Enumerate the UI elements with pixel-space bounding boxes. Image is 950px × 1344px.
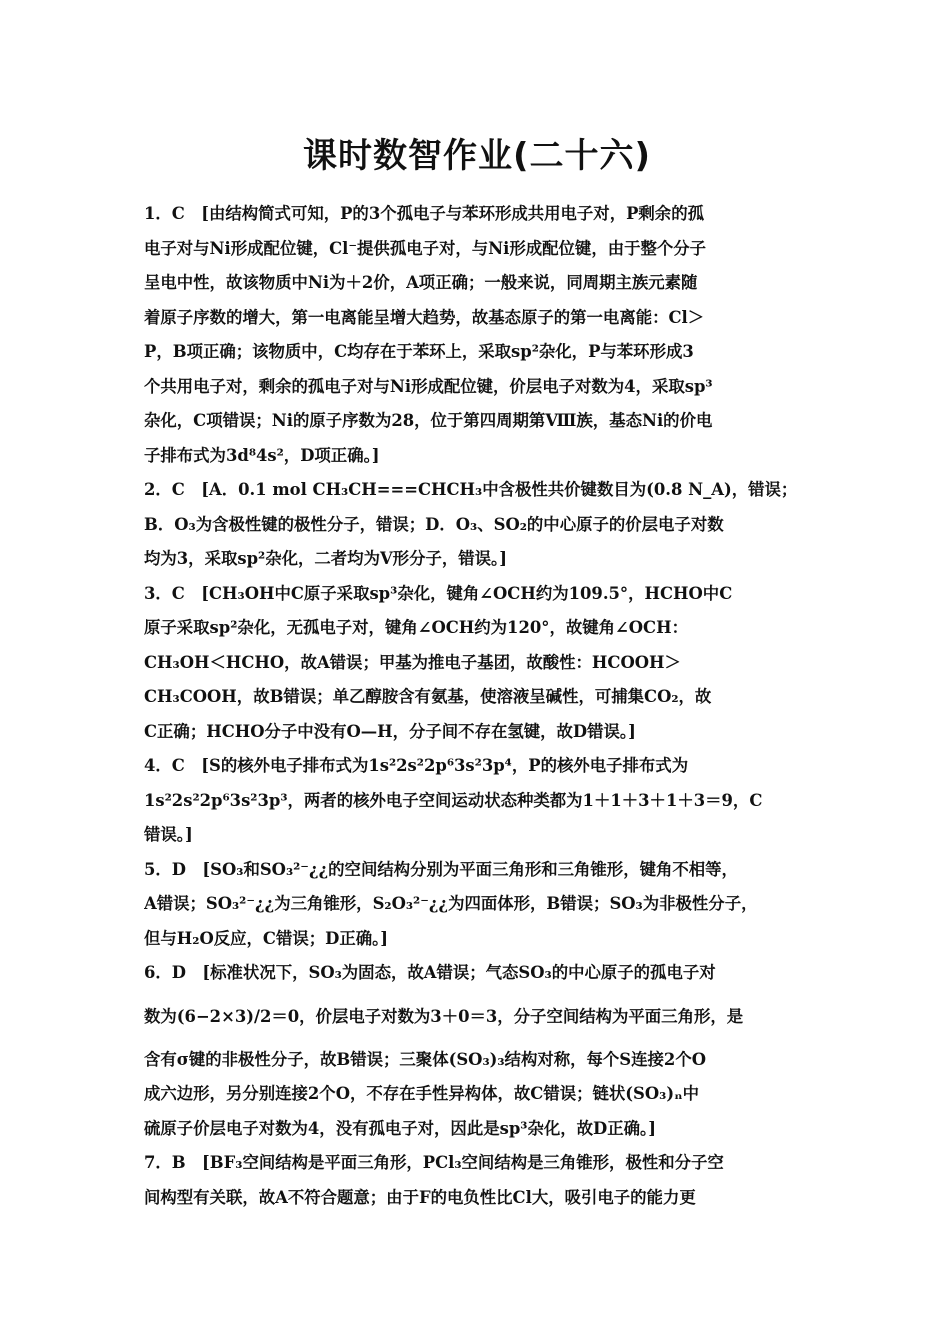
text-line: 1s²2s²2p⁶3s²3p³，两者的核外电子空间运动状态种类都为1＋1＋3＋1＋3＝9，C	[144, 790, 763, 810]
text-line: 错误。]	[144, 825, 193, 844]
text-line: 1．C [由结构简式可知，P的3个孤电子与苯环形成共用电子对，P剩余的孤	[144, 204, 704, 223]
answer-item-5	[144, 853, 810, 957]
answer-item-1	[144, 197, 810, 473]
text-line: CH₃OH＜HCHO，故A错误；甲基为推电子基团，故酸性：HCOOH＞	[144, 652, 681, 672]
answer-item-6	[144, 956, 810, 1146]
text-line: 7．B [BF₃空间结构是平面三角形，PCl₃空间结构是三角锥形，极性和分子空	[144, 1153, 724, 1172]
text-line: 成六边形，另分别连接2个O，不存在手性异构体，故C错误；链状(SO₃)ₙ中	[144, 1084, 699, 1103]
text-line: 但与H₂O反应，C错误；D正确。]	[144, 928, 389, 948]
text-line: 5．D [SO₃和SO₃²⁻¿¿的空间结构分别为平面三角形和三角锥形，键角不相等，	[144, 859, 738, 879]
answer-item-4	[144, 749, 810, 853]
text-line: 间构型有关联，故A不符合题意；由于F的电负性比Cl大，吸引电子的能力更	[144, 1187, 696, 1207]
text-line: 均为3，采取sp²杂化，二者均为V形分子，错误。]	[144, 549, 507, 568]
text-line-with-fraction: 数为(6−2×3)/2＝0，价层电子对数为3＋0＝3，分子空间结构为平面三角形，是	[144, 1006, 744, 1026]
answer-item-2	[144, 473, 810, 577]
text-line: A错误；SO₃²⁻¿¿为三角锥形，S₂O₃²⁻¿¿为四面体形，B错误；SO₃为非极性分子，	[144, 894, 758, 913]
text-line: 原子采取sp²杂化，无孤电子对，键角∠OCH约为120°，故键角∠OCH：	[144, 618, 688, 637]
answer-item-3	[144, 577, 810, 750]
text-line: 4．C [S的核外电子排布式为1s²2s²2p⁶3s²3p⁴，P的核外电子排布式为	[144, 756, 689, 775]
text-line: C正确；HCHO分子中没有O—H，分子间不存在氢键，故D错误。]	[144, 721, 636, 741]
answer-list	[144, 197, 810, 1215]
page-title: 课时数智作业(二十六)	[302, 136, 652, 176]
text-line: 3．C [CH₃OH中C原子采取sp³杂化，键角∠OCH约为109.5°，HCHO中C	[144, 583, 733, 603]
text-line: P，B项正确；该物质中，C均存在于苯环上，采取sp²杂化，P与苯环形成3	[144, 342, 694, 361]
text-line: CH₃COOH，故B错误；单乙醇胺含有氨基，使溶液呈碱性，可捕集CO₂，故	[144, 687, 712, 706]
text-line: 个共用电子对，剩余的孤电子对与Ni形成配位键，价层电子对数为4，采取sp³	[144, 376, 713, 396]
text-line: 电子对与Ni形成配位键，Cl⁻提供孤电子对，与Ni形成配位键，由于整个分子	[144, 238, 707, 258]
text-line: 硫原子价层电子对数为4，没有孤电子对，因此是sp³杂化，故D正确。]	[144, 1118, 656, 1138]
text-line: 杂化，C项错误；Ni的原子序数为28，位于第四周期第Ⅷ族，基态Ni的价电	[144, 411, 713, 430]
text-line: 2．C [A．0.1 mol CH₃CH===CHCH₃中含极性共价键数目为(0.8 N_A)，错误；	[144, 480, 798, 499]
text-line: 呈电中性，故该物质中Ni为＋2价，A项正确；一般来说，同周期主族元素随	[144, 273, 698, 292]
answer-item-7	[144, 1146, 810, 1215]
text-line: 子排布式为3d⁸4s²，D项正确。]	[144, 445, 380, 465]
text-line: 着原子序数的增大，第一电离能呈增大趋势，故基态原子的第一电离能：Cl＞	[144, 307, 705, 327]
text-line: B．O₃为含极性键的极性分子，错误；D．O₃、SO₂的中心原子的价层电子对数	[144, 514, 724, 534]
text-line: 含有σ键的非极性分子，故B错误；三聚体(SO₃)₃结构对称，每个S连接2个O	[144, 1049, 706, 1069]
text-line: 6．D [标准状况下，SO₃为固态，故A错误；气态SO₃的中心原子的孤电子对	[144, 963, 716, 982]
